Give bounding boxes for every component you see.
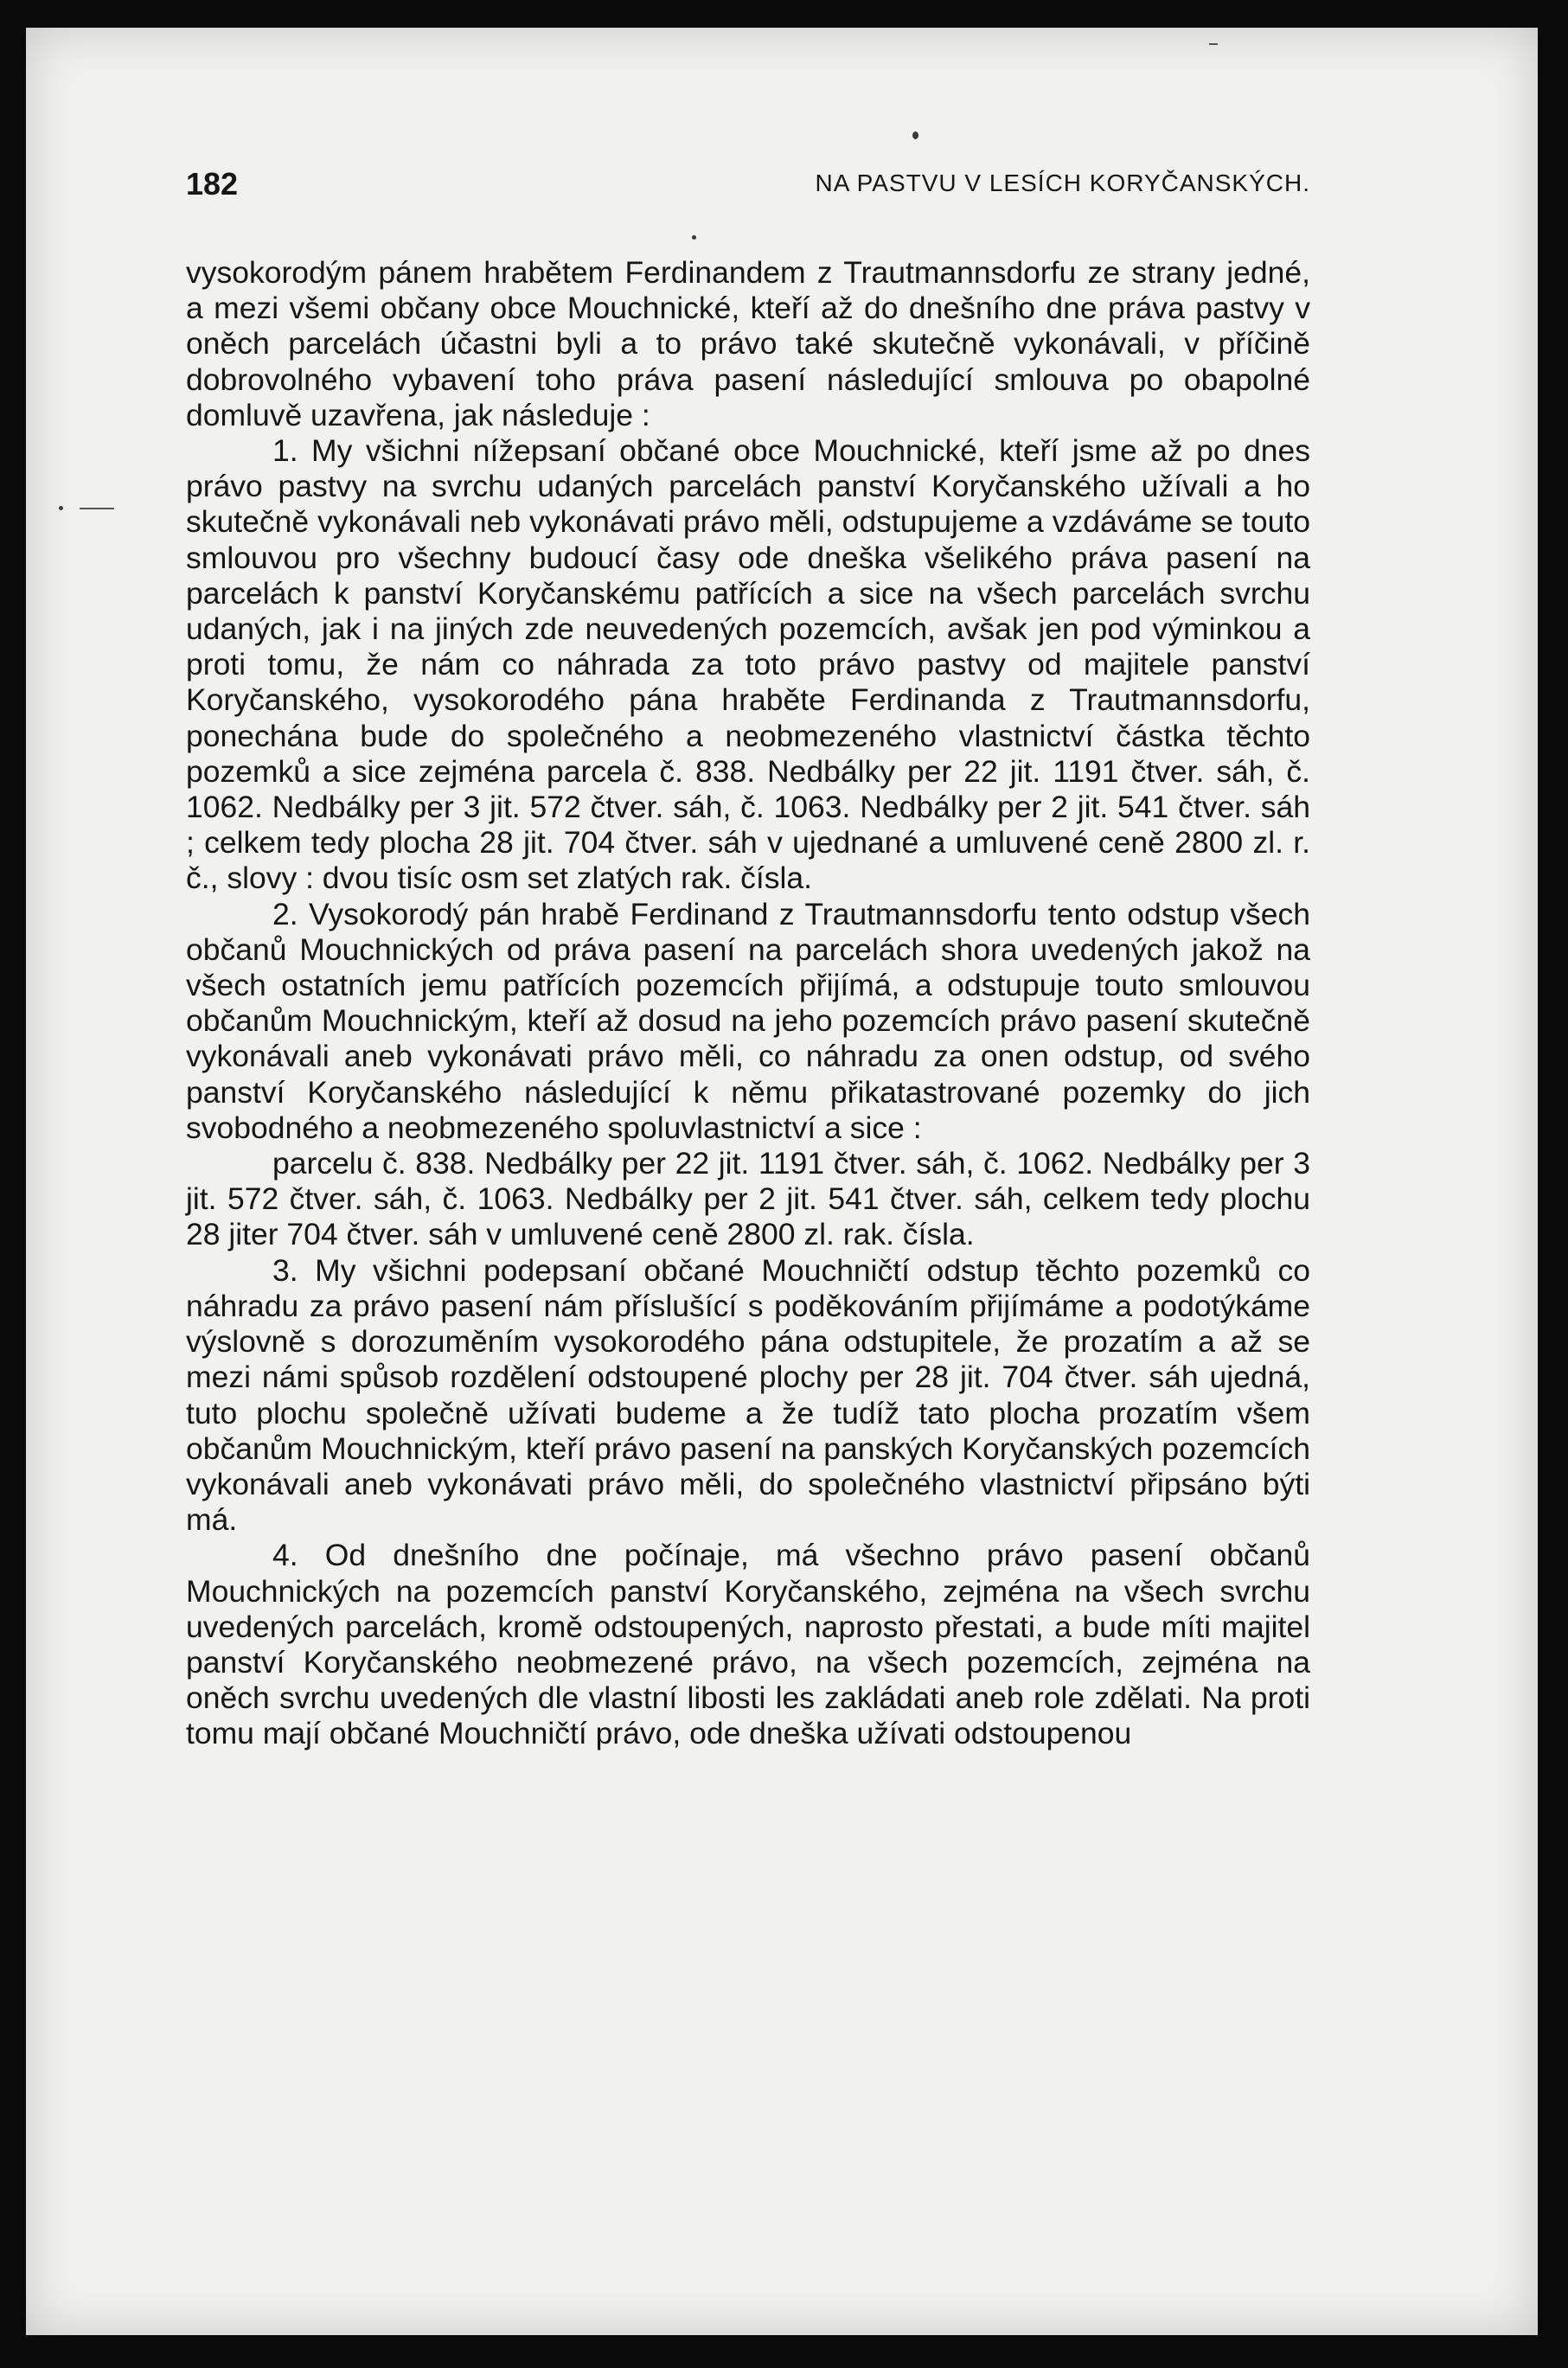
paragraph-article-4: 4. Od dnešního dne počínaje, má všechno právo pasení občanů Mouchnických na pozemcích panství Koryčanského, zejména na všech svrchu uvedených parcelách, kromě odstoupených, naprosto přestati, a bude míti majitel panství Koryčanského neobmezené právo, na všech pozemcích, zejména na oněch svrchu uvedených dle vlastní libosti les zakládati aneb role zdělati. Na proti tomu mají občané Mouchničtí právo, ode dneška užívati odstoupenou [186, 1538, 1310, 1751]
paragraph-article-2: 2. Vysokorodý pán hrabě Ferdinand z Trautmannsdorfu tento odstup všech občanů Mouchnických od práva pasení na parcelách shora uvedených jakož na všech ostatních jemu patřících pozemcích přijímá, a odstupuje touto smlouvou občanům Mouchnickým, kteří až dosud na jeho pozemcích právo pasení skutečně vykonávali aneb vykonávati právo měli, co náhradu za onen odstup, od svého panství Koryčanského následující k němu přikatastrované pozemky do jich svobodného a neobmezeného spoluvlastnictví a sice : [186, 896, 1310, 1145]
page-header [186, 166, 1310, 218]
ink-speck [692, 235, 696, 240]
running-head: NA PASTVU V LESÍCH KORYČANSKÝCH. [815, 170, 1310, 196]
page-number: 182 [186, 166, 239, 202]
ink-speck [59, 506, 63, 510]
ink-speck [912, 131, 918, 139]
ink-mark [80, 508, 114, 509]
body-text [186, 255, 1310, 1752]
paragraph-parcel-list: parcelu č. 838. Nedbálky per 22 jit. 1191 čtver. sáh, č. 1062. Nedbálky per 3 jit. 572 čtver. sáh, č. 1063. Nedbálky per 2 jit. 541 čtver. sáh, celkem tedy plochu 28 jiter 704 čtver. sáh v umluvené ceně 2800 zl. rak. čísla. [186, 1146, 1310, 1252]
paragraph-article-1: 1. My všichni nížepsaní občané obce Mouchnické, kteří jsme až po dnes právo pastvy na svrchu udaných parcelách panství Koryčanského užívali a ho skutečně vykonávali neb vykonávati právo měli, odstupujeme a vzdáváme se touto smlouvou pro všechny budoucí časy ode dneška všelikého práva pasení na parcelách k panství Koryčanskému patřících a sice na všech parcelách svrchu udaných, jak i na jiných zde neuvedených pozemcích, avšak jen pod výminkou a proti tomu, že nám co náhrada za toto právo pastvy od majitele panství Koryčanského, vysokorodého pána hraběte Ferdinanda z Trautmannsdorfu, ponechána bude do společného a neobmezeného vlastnictví částka těchto pozemků a sice zejména parcela č. 838. Nedbálky per 22 jit. 1191 čtver. sáh, č. 1062. Nedbálky per 3 jit. 572 čtver. sáh, č. 1063. Nedbálky per 2 jit. 541 čtver. sáh ; celkem tedy plocha 28 jit. 704 čtver. sáh v ujednané a umluvené ceně 2800 zl. r. č., slovy : dvou tisíc osm set zlatých rak. čísla. [186, 433, 1310, 896]
ink-mark [1209, 43, 1218, 45]
paragraph-continuation: vysokorodým pánem hrabětem Ferdinandem z Trautmannsdorfu ze strany jedné, a mezi všemi občany obce Mouchnické, kteří až do dnešního dne práva pastvy v oněch parcelách účastni byli a to právo také skutečně vykonávali, v příčině dobrovolného vybavení toho práva pasení následující smlouva po obapolné domluvě uzavřena, jak následuje : [186, 255, 1310, 432]
paragraph-article-3: 3. My všichni podepsaní občané Mouchničtí odstup těchto pozemků co náhradu za právo pasení nám příslušící s poděkováním přijímáme a podotýkáme výslovně s dorozuměním vysokorodého pána odstupitele, že prozatím a až se mezi námi spůsob rozdělení odstoupené plochy per 28 jit. 704 čtver. sáh ujedná, tuto plochu společně užívati budeme a že tudíž tato plocha prozatím všem občanům Mouchnickým, kteří právo pasení na panských Koryčanských pozemcích vykonávali aneb vykonávati právo měli, do společného vlastnictví připsáno býti má. [186, 1252, 1310, 1538]
